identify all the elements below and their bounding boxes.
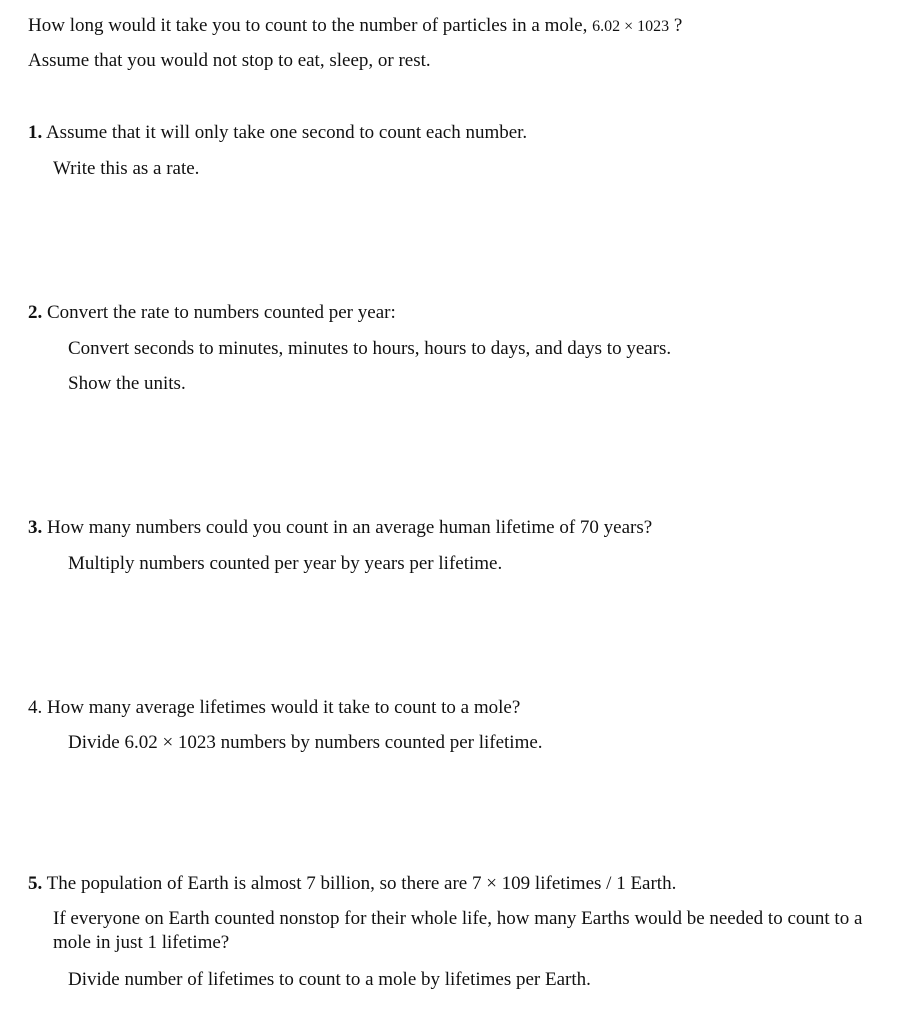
question-prompt: How many numbers could you count in an average human lifetime of 70 years?: [47, 517, 653, 538]
question-3-detail-1: Multiply numbers counted per year by years per lifetime.: [68, 553, 503, 574]
question-number: 4.: [28, 697, 43, 718]
question-prompt: Convert the rate to numbers counted per year:: [47, 302, 396, 323]
intro-question-text: How long would it take you to count to the number of particles in a mole,: [28, 15, 593, 36]
question-number: 1.: [28, 122, 43, 143]
intro-question: [28, 14, 682, 39]
question-5: [28, 872, 676, 896]
intro-assumption: Assume that you would not stop to eat, sleep, or rest.: [28, 50, 431, 71]
mole-number: 6.02 × 1023: [592, 18, 670, 35]
question-2-detail-1: Convert seconds to minutes, minutes to hours, hours to days, and days to years.: [68, 338, 672, 359]
intro-question-mark: ?: [669, 15, 683, 36]
question-prompt: Assume that it will only take one second to count each number.: [45, 122, 528, 143]
question-number: 2.: [28, 302, 43, 323]
question-2: [28, 301, 396, 325]
question-number: 5.: [28, 873, 43, 894]
question-prompt: The population of Earth is almost 7 billion, so there are 7 × 109 lifetimes / 1 Earth.: [46, 873, 677, 894]
question-5-detail-2: Divide number of lifetimes to count to a mole by lifetimes per Earth.: [68, 969, 591, 990]
question-prompt: How many average lifetimes would it take to count to a mole?: [47, 697, 521, 718]
question-5-detail-1: If everyone on Earth counted nonstop for their whole life, how many Earths would be needed to count to a mole in just 1 lifetime?: [53, 908, 863, 953]
question-2-detail-2: Show the units.: [68, 373, 186, 394]
question-1-detail-1: Write this as a rate.: [53, 158, 200, 179]
question-1: [28, 121, 527, 145]
question-number: 3.: [28, 517, 43, 538]
question-3: [28, 516, 652, 540]
question-4-detail-1: Divide 6.02 × 1023 numbers by numbers counted per lifetime.: [68, 732, 543, 753]
question-4: [28, 696, 520, 720]
